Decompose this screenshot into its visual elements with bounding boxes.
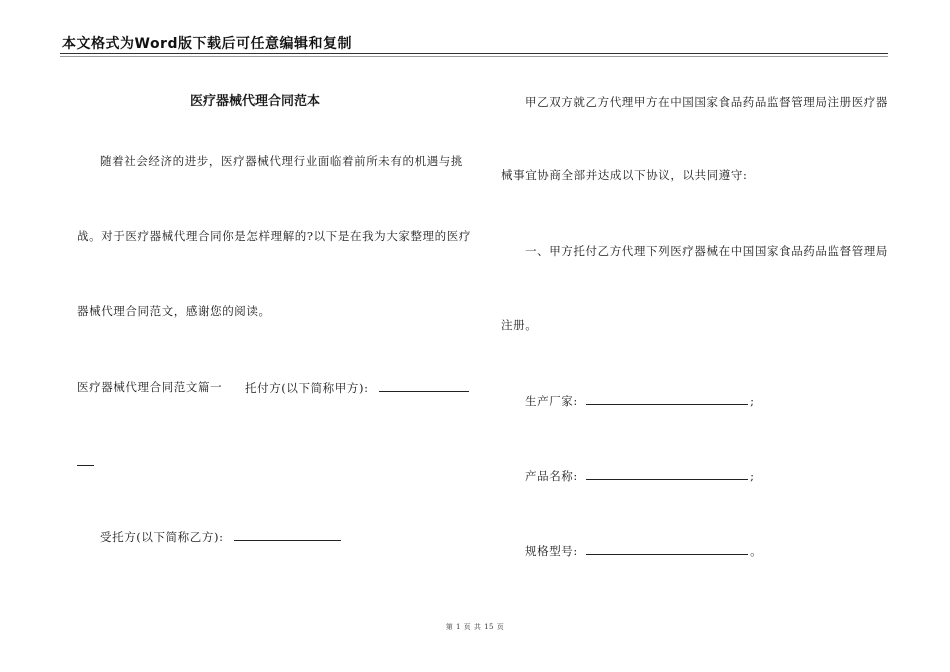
party-a-label: 托付方(以下简称甲方): bbox=[245, 381, 369, 395]
party-a-blank[interactable] bbox=[379, 380, 469, 392]
product-name-label: 产品名称: bbox=[525, 469, 578, 483]
party-a-blank-wrap[interactable] bbox=[77, 454, 94, 466]
para-1-line-2: 械事宜协商全部并达成以下协议，以共同遵守: bbox=[501, 168, 748, 182]
intro-line-3: 器械代理合同范文，感谢您的阅读。 bbox=[77, 304, 271, 318]
manufacturer-field bbox=[525, 393, 755, 408]
sample-heading: 医疗器械代理合同范文篇一 bbox=[77, 380, 223, 394]
model-label: 规格型号: bbox=[525, 544, 578, 558]
model-end: 。 bbox=[750, 544, 763, 558]
party-b-label: 受托方(以下简称乙方): bbox=[100, 530, 224, 544]
manufacturer-blank[interactable] bbox=[586, 393, 748, 405]
product-name-blank[interactable] bbox=[586, 468, 748, 480]
party-a-blank-continued bbox=[77, 454, 94, 469]
header-text: 本文格式为Word版下载后可任意编辑和复制 bbox=[62, 36, 352, 52]
manufacturer-label: 生产厂家: bbox=[525, 394, 578, 408]
intro-line-1: 随着社会经济的进步，医疗器械代理行业面临着前所未有的机遇与挑 bbox=[100, 154, 463, 168]
page-indicator: 第 1 页 共 15 页 bbox=[445, 623, 505, 631]
clause-1-line-2: 注册。 bbox=[501, 318, 538, 332]
para-1-line-1: 甲乙双方就乙方代理甲方在中国国家食品药品监督管理局注册医疗器 bbox=[525, 95, 888, 109]
party-a-field bbox=[245, 380, 469, 395]
header-rule-thin bbox=[60, 56, 888, 57]
document-title: 医疗器械代理合同范本 bbox=[190, 94, 321, 109]
model-blank[interactable] bbox=[586, 543, 748, 555]
product-name-end: ; bbox=[750, 469, 755, 483]
intro-line-2: 战。对于医疗器械代理合同你是怎样理解的?以下是在我为大家整理的医疗 bbox=[77, 229, 471, 243]
clause-1-line-1: 一、甲方托付乙方代理下列医疗器械在中国国家食品药品监督管理局 bbox=[525, 244, 888, 258]
product-name-field bbox=[525, 468, 755, 483]
party-b-field bbox=[100, 529, 341, 544]
manufacturer-end: ; bbox=[750, 394, 755, 408]
header-rule bbox=[60, 53, 888, 54]
model-field bbox=[525, 543, 762, 558]
party-b-blank[interactable] bbox=[234, 529, 341, 541]
